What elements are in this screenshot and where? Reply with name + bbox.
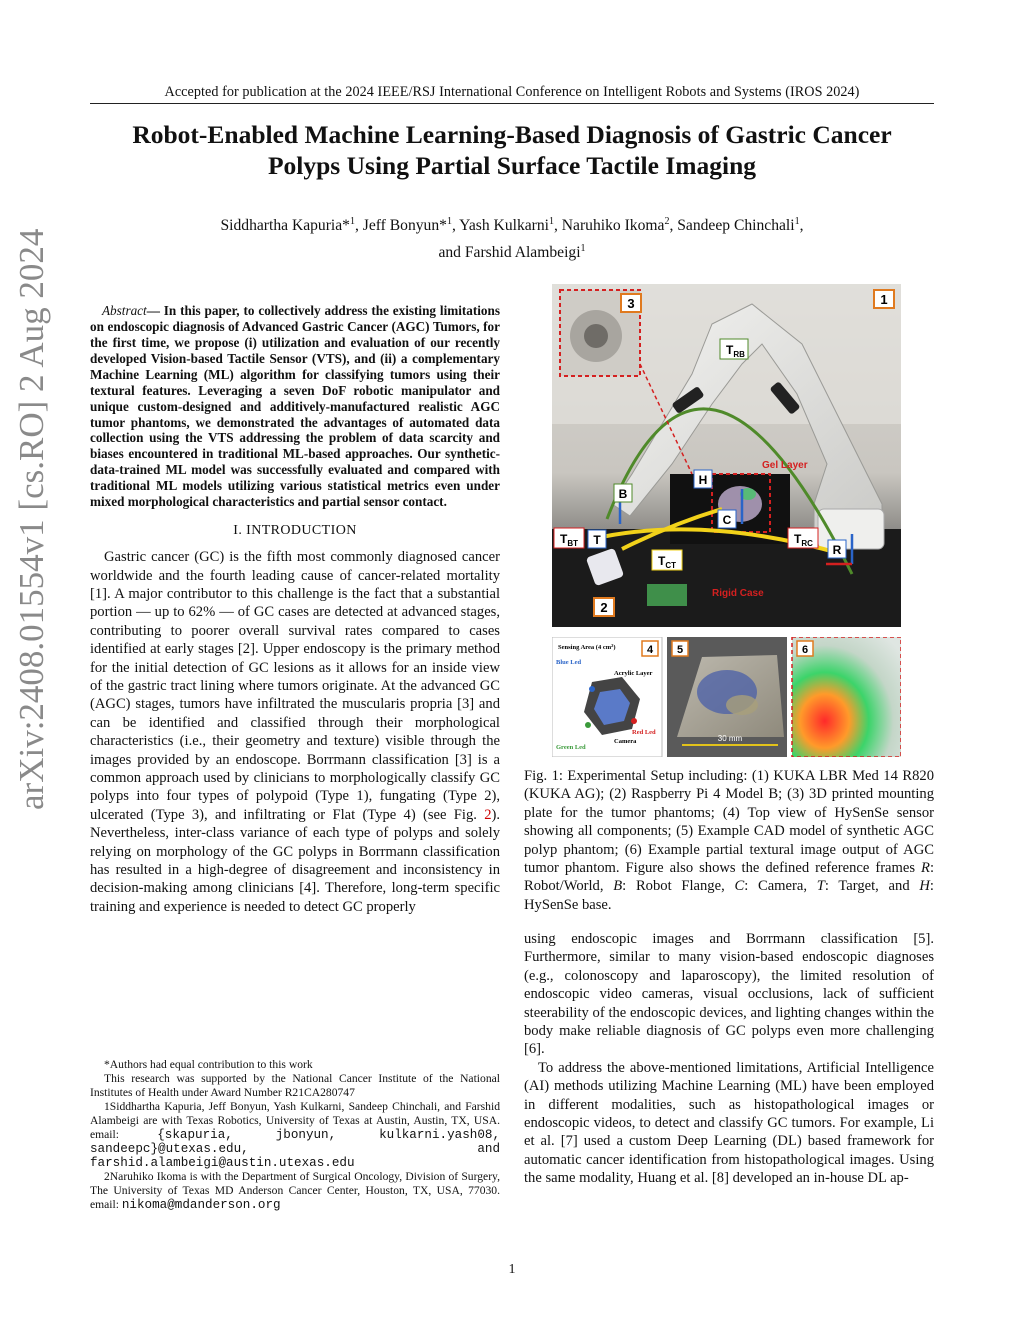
red-led-label: Red Led <box>632 729 656 736</box>
caption-text-2: : Robot Flange, <box>622 878 735 895</box>
caption-text-3: : Camera, <box>744 878 817 895</box>
scale-label: 30 mm <box>717 734 743 743</box>
label-5: 5 <box>676 644 684 656</box>
label-tbt <box>554 528 584 548</box>
caption-text-1: : Robot/World, <box>524 860 934 895</box>
svg-text:TBT: $T_{BT}$ <box>560 532 579 548</box>
svg-text:TRB: $T_{RB}$ <box>726 343 745 359</box>
red-led-dot <box>631 718 637 724</box>
label-t <box>588 530 606 548</box>
intro-paragraph <box>90 548 500 916</box>
svg-text:C: C <box>722 513 732 527</box>
panel-4-sensor-top-view <box>552 637 662 757</box>
title-line-1: Robot-Enabled Machine Learning-Based Diagnosis of Gastric Cancer <box>132 120 892 149</box>
footnote-affiliation-2 <box>90 1170 500 1212</box>
right-paragraph-2: To address the above-mentioned limitations, Artificial Intelligence (AI) methods utilizing Machine Learning (ML) have been employed in different modalities, such as histopathological images or endoscopic videos, to detect and classify GC tumors. For example, Li et al. [7] used a custom Deep Learning (DL) based framework for automatic cancer identification from histopathological images. Using the same modality, Huang et al. [8] developed an in-house DL ap- <box>524 1059 934 1187</box>
figure-1-caption <box>524 767 934 914</box>
svg-text:3: 3 <box>627 296 635 311</box>
svg-text:1: 1 <box>880 292 888 307</box>
paper-title <box>90 119 934 181</box>
blue-led-label: Blue Led <box>556 659 582 666</box>
svg-text:TCT: $T_{CT}$ <box>658 554 677 570</box>
figure-1-subfigures <box>552 637 901 757</box>
label-1 <box>874 290 894 308</box>
fig2-link[interactable]: 2 <box>484 806 492 823</box>
svg-text:2: 2 <box>600 600 608 615</box>
label-6: 6 <box>801 644 809 656</box>
caption-text-4: : Target, and <box>824 878 920 895</box>
green-led-label: Green Led <box>556 744 586 751</box>
label-gel-layer: Gel Layer <box>762 460 808 471</box>
right-column-text <box>524 930 934 1188</box>
camera-label: Camera <box>614 738 637 745</box>
label-trb <box>720 339 748 359</box>
affiliation-1-text: 1Siddhartha Kapuria, Jeff Bonyun, Yash Kulkarni, Sandeep Chinchali, and Farshid Alambeigi are with Texas Robotics, University of Texas at Austin, Austin, TX, USA. email: <box>90 1100 500 1141</box>
label-h <box>694 470 712 488</box>
authors-line-2: and Farshid Alambeigi$^1$ <box>438 243 586 262</box>
affiliation-2-email[interactable]: nikoma@mdanderson.org <box>121 1198 281 1212</box>
caption-text: Fig. 1: Experimental Setup including: (1) KUKA LBR Med 14 R820 (KUKA AG); (2) Raspberry Pi 4 Model B; (3) 3D printed mounting plate for the tumor phantoms; (4) Top view of HySenSe sensor showing all components; (5) Example CAD model of synthetic AGC polyp phantom; (6) Example partial textural image output of AGC tumor phantom. Figure also shows the defined reference frames <box>524 768 934 877</box>
affiliation-1-emails[interactable]: {skapuria, jbonyun, kulkarni.yash08, sandeepc}@utexas.edu, and farshid.alambeigi@austin.utexas.edu <box>90 1128 501 1170</box>
svg-text:H: H <box>698 473 708 487</box>
caption-frame-c: C <box>734 878 745 895</box>
label-tct <box>652 550 682 570</box>
label-4: 4 <box>646 644 654 656</box>
green-led-dot <box>585 722 591 728</box>
footnote-affiliation-1 <box>90 1100 500 1170</box>
sensing-area-label: Sensing Area (4 $cm^2$) <box>558 643 616 651</box>
svg-text:T: T <box>593 533 601 547</box>
authors-line-1: Siddhartha Kapuria*$^1$, Jeff Bonyun*$^1$, Yash Kulkarni$^1$, Naruhiko Ikoma$^2$, Sandeep Chinchali$^1$, <box>220 216 804 235</box>
label-trc <box>788 528 818 548</box>
page-number: 1 <box>508 1262 516 1277</box>
caption-frame-b: B <box>613 878 623 895</box>
footnotes <box>90 1058 500 1212</box>
caption-frame-t: T <box>816 878 825 895</box>
affiliation-2-text: 2Naruhiko Ikoma is with the Department of Surgical Oncology, Division of Surgery, The University of Texas MD Anderson Cancer Center, Houston, TX, USA, 77030. email: <box>90 1170 500 1211</box>
label-rigid-case: Rigid Case <box>712 588 764 599</box>
svg-text:TRC: $T_{RC}$ <box>794 532 813 548</box>
left-column <box>90 290 500 916</box>
raspberry-pi-board <box>647 584 687 606</box>
label-r <box>828 540 846 558</box>
label-c <box>718 510 736 528</box>
footnote-funding: This research was supported by the National Cancer Institute of the National Institutes of Health under Award Number R21CA280747 <box>90 1072 500 1099</box>
header-rule <box>90 103 934 104</box>
label-b <box>614 484 632 502</box>
conference-header: Accepted for publication at the 2024 IEEE/RSJ International Conference on Intelligent Robots and Systems (IROS 2024) <box>164 84 860 100</box>
arxiv-side-stamp: arXiv:2408.01554v1 [cs.RO] 2 Aug 2024 <box>12 228 51 810</box>
mounting-plate-center <box>584 324 608 348</box>
caption-frame-h: H <box>919 878 930 895</box>
author-list <box>110 210 914 264</box>
label-3 <box>621 294 641 312</box>
intro-text-a: Gastric cancer (GC) is the fifth most commonly diagnosed cancer worldwide and the fourth leading cause of cancer-related mortality [1]. A major contributor to this challenge is the fact that a substantial portion — up to 62% — of GC cases are detected at advanced stages, contributing to poorer overall survival rates compared to cases identified at early stages [2]. Upper endoscopy is the primary method for the initial detection of GC lesions as it allows for an inside view of the gastric tract lining where tumors originate. At the advanced GC (AGC) stages, tumors have infiltrated the muscularis propria [3] and can be identified and classified through their morphological characteristics (i.e., their geometry and texture) visible through the images provided by an endoscope. Borrmann classification [3] is a common approach used by clinicians to morphologically classify GC polyps into four types of polypoid (Type 1), fungating (Type 2), ulcerated (Type 3), and infiltrating or Flat (Type 4) (see Fig. <box>90 549 500 823</box>
abstract <box>90 303 500 510</box>
caption-text-5: : HySenSe base. <box>524 878 934 913</box>
footnote-equal-contribution: *Authors had equal contribution to this work <box>104 1058 313 1071</box>
panel-5-cad-phantom <box>667 637 787 757</box>
title-line-2: Polyps Using Partial Surface Tactile Imaging <box>267 151 757 180</box>
intro-text-b: ). Nevertheless, inter-class variance of each type of polyps and solely relying on morphology of the GC polyps in Borrmann classification has resulted in a high-degree of disagreement and inconsistency in decision-making among clinicians [4]. Therefore, long-term specific training and experience is needed to detect GC properly <box>90 806 500 915</box>
cad-phantom-detail <box>726 695 758 715</box>
label-2 <box>594 598 614 616</box>
abstract-lead: Abstract <box>102 303 147 319</box>
figure-1-setup-photo <box>552 284 901 627</box>
acrylic-layer-label: Acrylic Layer <box>614 670 653 677</box>
panel-6-tactile-image <box>792 637 901 757</box>
abstract-text: — In this paper, to collectively address the existing limitations on endoscopic diagnosis of Advanced Gastric Cancer (AGC) Tumors, for the first time, we propose (i) utilization and evaluation of our recently developed Vision-based Tactile Sensor (VTS), and (ii) a complementary Machine Learning (ML) algorithm for classifying tumors using their textural features. Leveraging a seven DoF robotic manipulator and unique custom-designed and additively-manufactured realistic AGC tumor phantoms, we demonstrated the advantages of automated data collection using the VTS addressing the problem of data scarcity and biases encountered in traditional ML-based approaches. Our synthetic-data-trained ML model was successfully evaluated and compared with traditional ML models utilizing various statistical metrics even under mixed morphological characteristics and partial sensor contact. <box>90 303 500 510</box>
caption-frame-r: R <box>921 860 930 877</box>
right-paragraph-1: using endoscopic images and Borrmann classification [5]. Furthermore, similar to many vision-based endoscopic diagnoses (e.g., colonoscopy and laparoscopy), the limited resolution of endoscopic video cameras, visual occlusions, lack of sufficient steerability of the endoscopic devices, and lighting changes within the body make reliable diagnosis of GC polyps even more challenging [6]. <box>524 931 934 1058</box>
svg-text:B: B <box>618 487 628 501</box>
blue-led-dot <box>589 686 595 692</box>
section-heading-introduction: I. INTRODUCTION <box>233 523 357 539</box>
svg-text:R: R <box>832 543 842 557</box>
